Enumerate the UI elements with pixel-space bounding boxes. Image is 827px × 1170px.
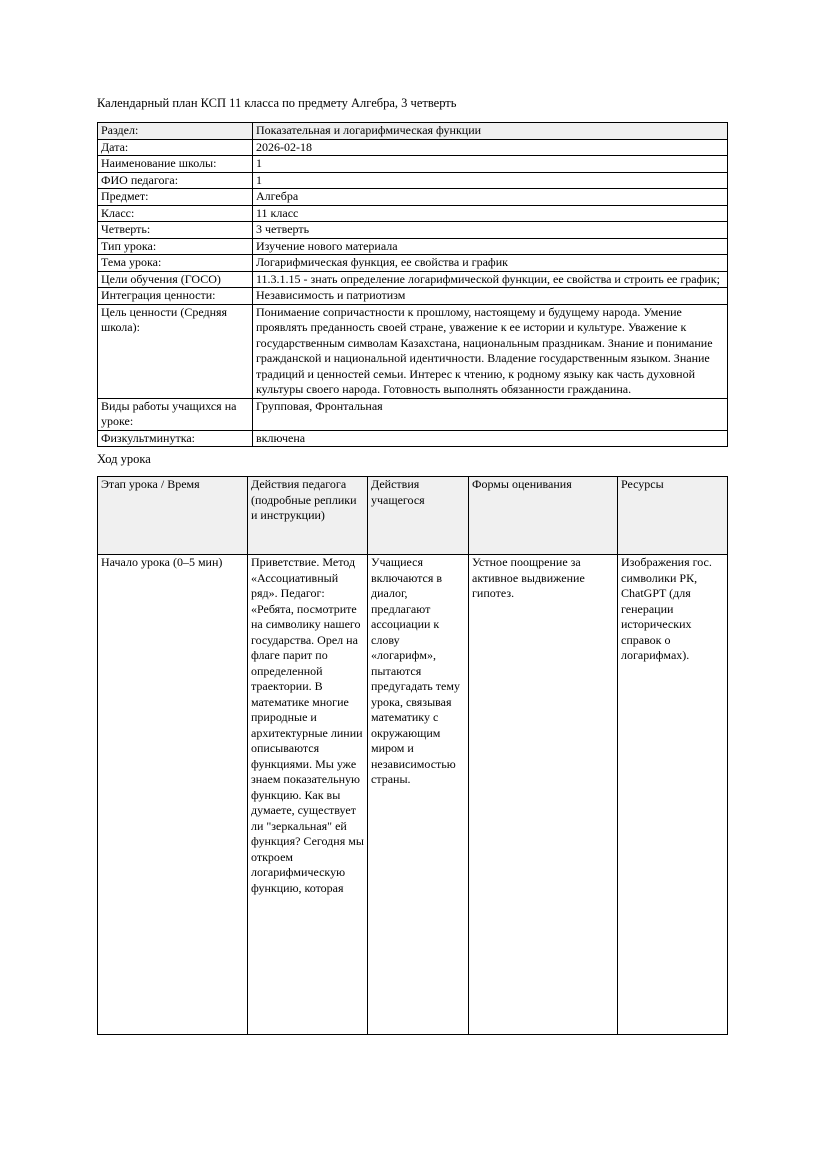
- info-row-label: Тема урока:: [98, 255, 253, 272]
- cell-student-actions: Учащиеся включаются в диалог, предлагают ассоциации к слову «логарифм», пытаются предугадать тему урока, связывая математику с окружающим миром и независимостью страны.: [368, 555, 469, 1035]
- info-row-value: Изучение нового материала: [253, 238, 728, 255]
- lesson-info-table: [97, 122, 728, 447]
- table-row: [98, 172, 728, 189]
- table-row: [98, 238, 728, 255]
- cell-resources: Изображения гос. символики РК, ChatGPT (для генерации исторических справок о логарифмах).: [618, 555, 728, 1035]
- table-row: [98, 288, 728, 305]
- info-row-value: Показательная и логарифмическая функции: [253, 123, 728, 140]
- info-row-label: Дата:: [98, 139, 253, 156]
- table-row: [98, 430, 728, 447]
- page-title: Календарный план КСП 11 класса по предмету Алгебра, 3 четверть: [97, 96, 457, 110]
- column-header-teacher-actions: Действия педагога (подробные реплики и инструкции): [248, 477, 368, 555]
- info-row-value: 2026-02-18: [253, 139, 728, 156]
- info-row-value: Понимаение сопричастности к прошлому, настоящему и будущему народа. Умение проявлять преданность своей стране, уважение к ее истории и культуре. Уважение к государственным символам Казахстана, национальным праздникам. Знание и понимание гражданской и национальной идентичности. Владение государственным языком. Знание традиций и ценностей семьи. Интерес к чтению, к родному языку как часть духовной культуры своего народа. Готовность выполнять обязанности гражданина.: [253, 304, 728, 398]
- info-row-value: Логарифмическая функция, ее свойства и график: [253, 255, 728, 272]
- table-row: [98, 156, 728, 173]
- info-row-label: Предмет:: [98, 189, 253, 206]
- column-header-resources: Ресурсы: [618, 477, 728, 555]
- info-row-label: Класс:: [98, 205, 253, 222]
- table-row: [98, 398, 728, 430]
- cell-teacher-actions: Приветствие. Метод «Ассоциативный ряд». Педагог: «Ребята, посмотрите на символику нашего государства. Орел на флаге парит по определенной траектории. В математике многие природные и архитектурные линии описываются функциями. Мы уже знаем показательную функцию. Как вы думаете, существует ли "зеркальная" ей функция? Сегодня мы откроем логарифмическую функцию, которая: [248, 555, 368, 1035]
- info-row-value: Алгебра: [253, 189, 728, 206]
- info-row-value: 1: [253, 156, 728, 173]
- info-row-label: Физкультминутка:: [98, 430, 253, 447]
- table-header-row: [98, 477, 728, 555]
- table-row: [98, 304, 728, 398]
- column-header-student-actions: Действия учащегося: [368, 477, 469, 555]
- info-row-label: Четверть:: [98, 222, 253, 239]
- info-row-label: Цели обучения (ГОСО): [98, 271, 253, 288]
- lesson-flow-table: [97, 476, 728, 1035]
- cell-assessment: Устное поощрение за активное выдвижение гипотез.: [469, 555, 618, 1035]
- info-row-label: Цель ценности (Средняя школа):: [98, 304, 253, 398]
- info-row-value: 1: [253, 172, 728, 189]
- info-row-value: включена: [253, 430, 728, 447]
- info-row-value: 11.3.1.15 - знать определение логарифмической функции, ее свойства и строить ее график;: [253, 271, 728, 288]
- info-row-label: Тип урока:: [98, 238, 253, 255]
- info-row-label: ФИО педагога:: [98, 172, 253, 189]
- table-row: [98, 189, 728, 206]
- table-row: [98, 205, 728, 222]
- info-row-label: Интеграция ценности:: [98, 288, 253, 305]
- info-row-value: 11 класс: [253, 205, 728, 222]
- info-row-label: Виды работы учащихся на уроке:: [98, 398, 253, 430]
- column-header-assessment: Формы оценивания: [469, 477, 618, 555]
- section-heading: Ход урока: [97, 452, 151, 466]
- table-row: [98, 255, 728, 272]
- cell-stage: Начало урока (0–5 мин): [98, 555, 248, 1035]
- table-row: [98, 271, 728, 288]
- table-row: [98, 222, 728, 239]
- info-row-value: Групповая, Фронтальная: [253, 398, 728, 430]
- table-row: [98, 555, 728, 1035]
- info-row-value: 3 четверть: [253, 222, 728, 239]
- table-row: [98, 123, 728, 140]
- info-row-label: Наименование школы:: [98, 156, 253, 173]
- table-row: [98, 139, 728, 156]
- info-row-value: Независимость и патриотизм: [253, 288, 728, 305]
- info-row-label: Раздел:: [98, 123, 253, 140]
- column-header-stage: Этап урока / Время: [98, 477, 248, 555]
